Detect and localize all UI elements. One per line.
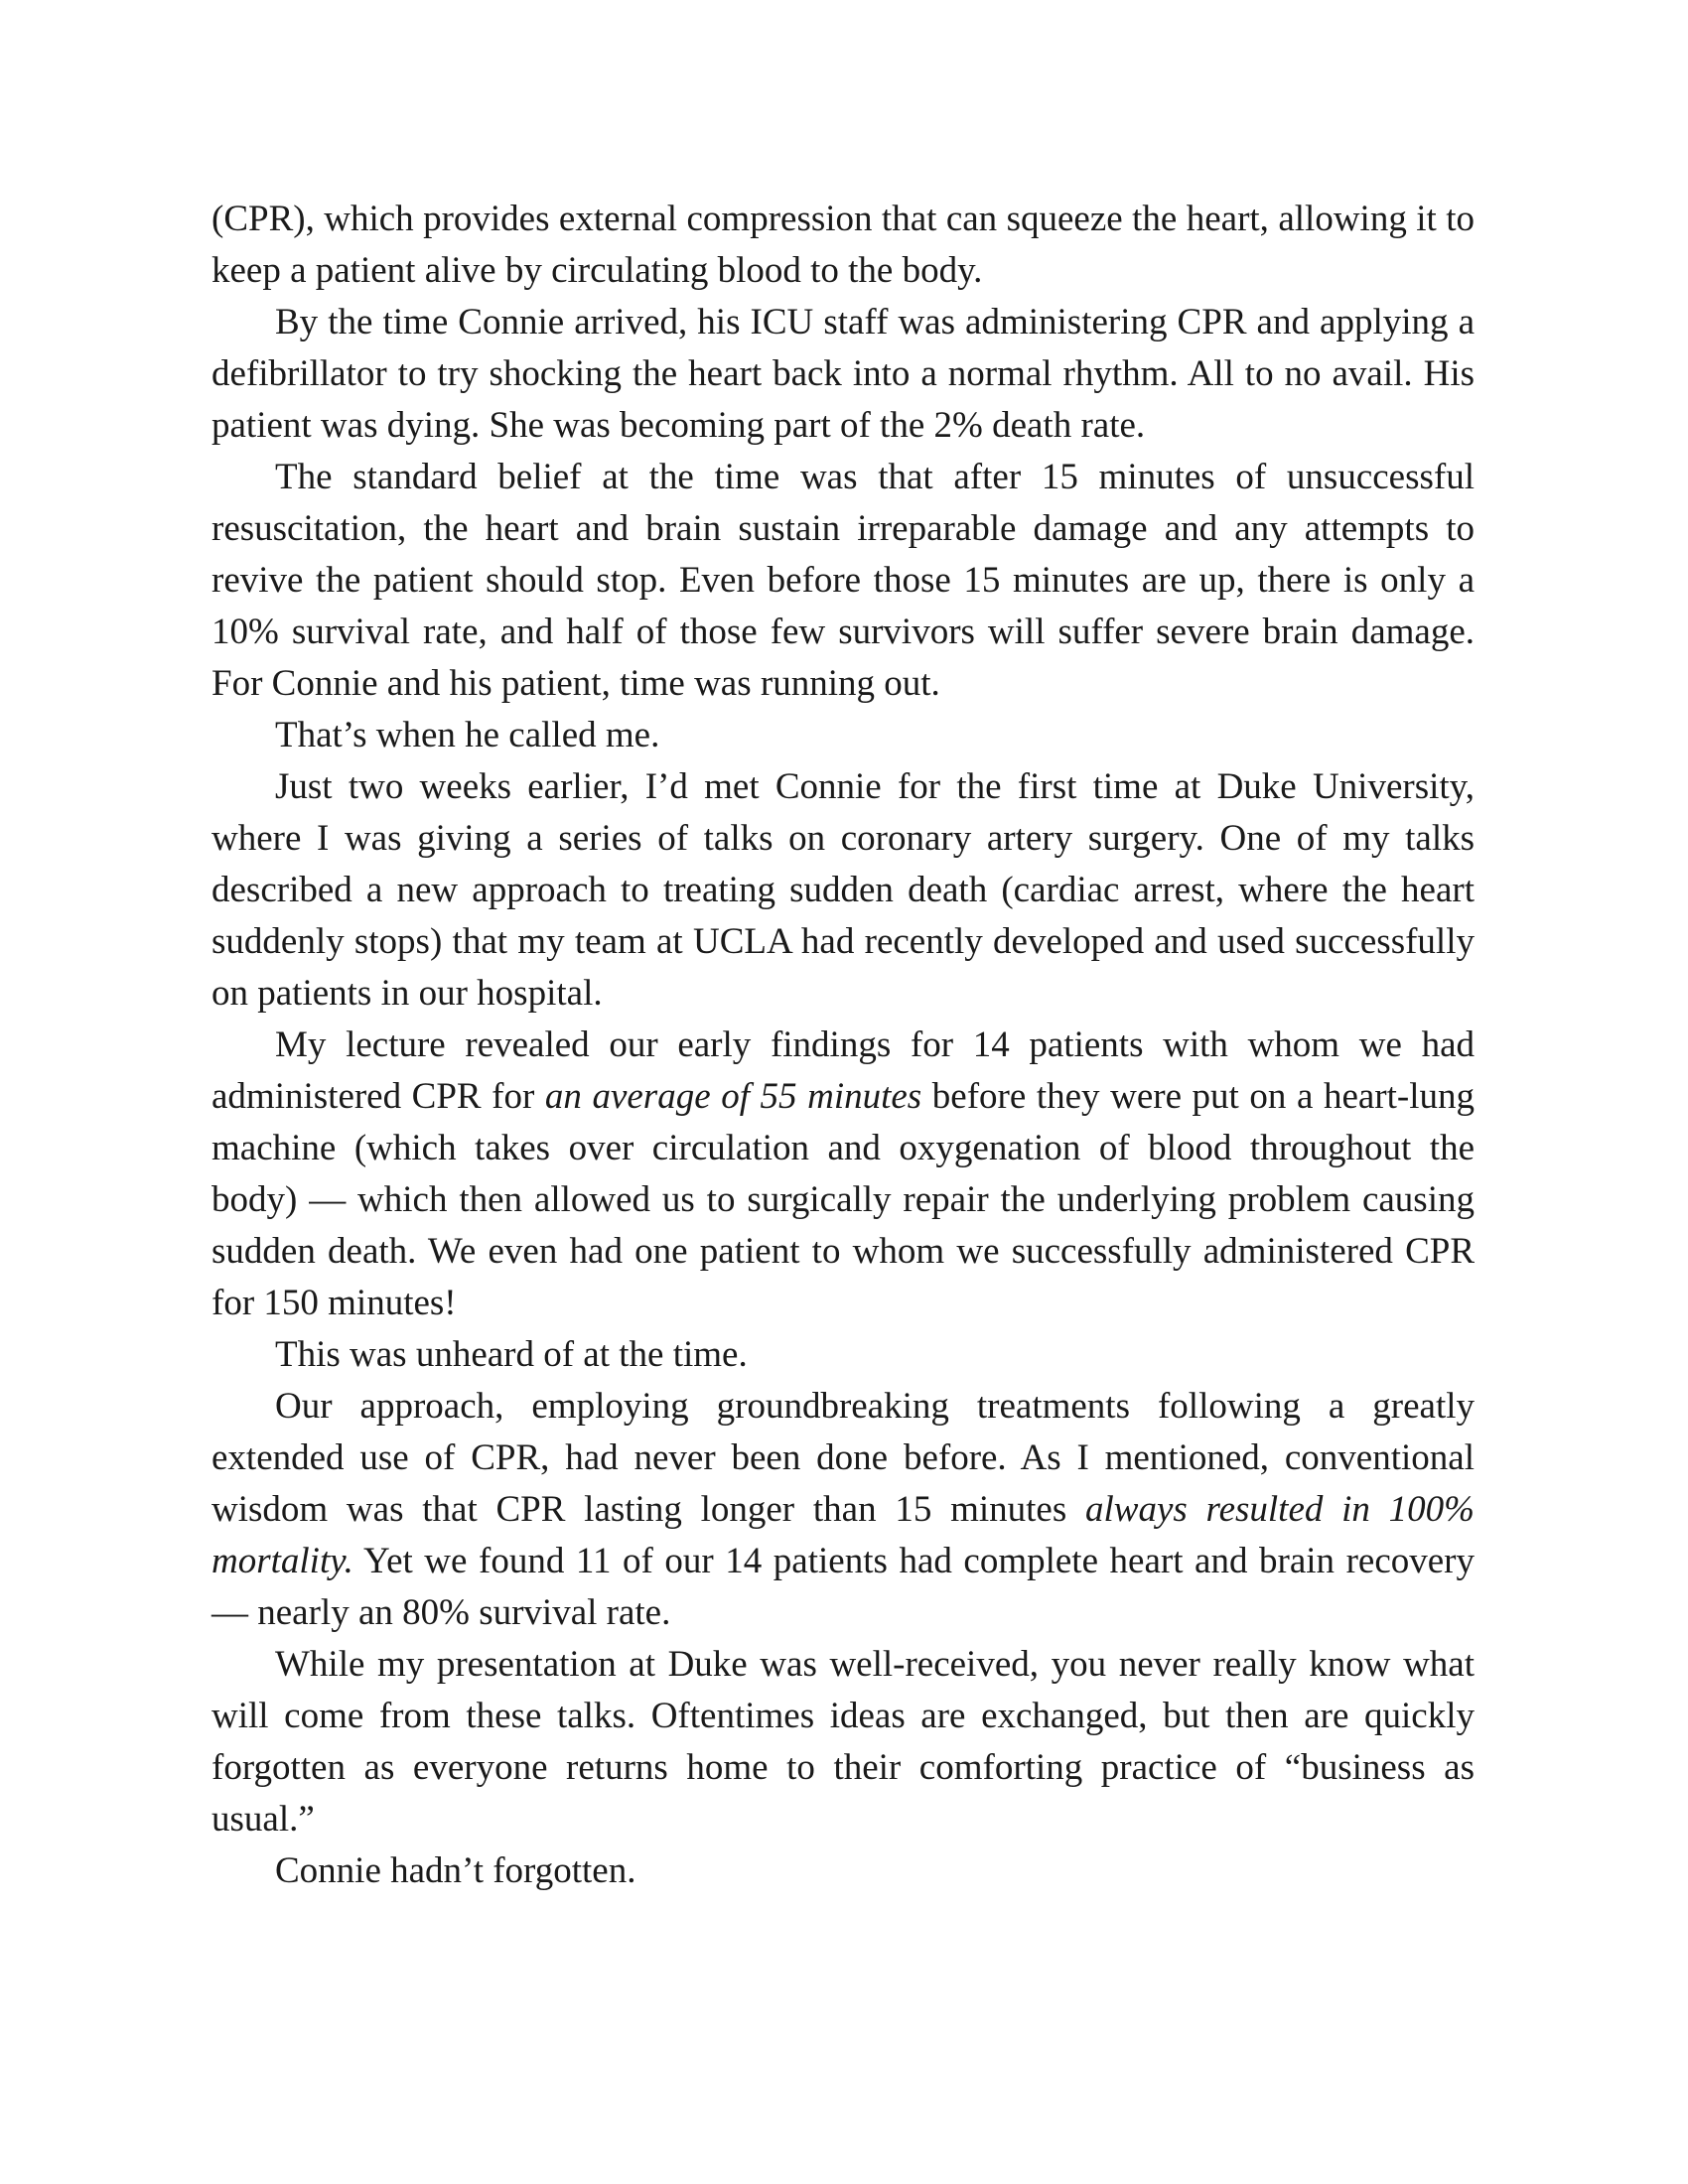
paragraph-text: before they were put on a heart-lung machine (which takes over circulation and oxygenation of blood throughout the body) — which then allowed us to surgically repair the underlying problem causing sudden death. We even had one patient to whom we successfully administered CPR for 150 minutes! <box>211 1076 1476 1323</box>
paragraph-emphasis: an average of 55 minutes <box>544 1076 922 1117</box>
paragraph-duke-meeting <box>211 761 1475 1020</box>
paragraph-text: This was unheard of at the time. <box>275 1334 748 1375</box>
paragraph-unheard-of <box>211 1329 1475 1381</box>
paragraph-cpr-intro <box>211 194 1475 297</box>
paragraph-called-me <box>211 710 1475 761</box>
paragraph-text: Just two weeks earlier, I’d met Connie for the first time at Duke University, where I was giving a series of talks on coronary artery surgery. One of my talks described a new approach to treating sudden death (cardiac arrest, where the heart suddenly stops) that my team at UCLA had recently developed and used successfully on patients in our hospital. <box>211 766 1475 1014</box>
paragraph-standard-belief <box>211 452 1475 710</box>
paragraph-text: By the time Connie arrived, his ICU staff was administering CPR and applying a defibrillator to try shocking the heart back into a normal rhythm. All to no avail. His patient was dying. She was becoming part of the 2% death rate. <box>211 302 1475 446</box>
paragraph-not-forgotten <box>211 1845 1475 1897</box>
paragraph-connie-arrived <box>211 297 1475 452</box>
paragraph-text: The standard belief at the time was that after 15 minutes of unsuccessful resuscitation, the heart and brain sustain irreparable damage and any attempts to revive the patient should stop. Even before those 15 minutes are up, there is only a 10% survival rate, and half of those few survivors will suffer severe brain damage. For Connie and his patient, time was running out. <box>211 457 1475 704</box>
paragraph-our-approach <box>211 1381 1475 1639</box>
page-body-text <box>211 194 1475 1897</box>
paragraph-text: (CPR), which provides external compression that can squeeze the heart, allowing it to keep a patient alive by circulating blood to the body. <box>211 199 1475 291</box>
paragraph-presentation-duke <box>211 1639 1475 1845</box>
paragraph-text: Our approach, employing groundbreaking treatments following a greatly extended use of CPR, had never been done before. As I mentioned, conventional wisdom was that CPR lasting longer than 15 minutes <box>211 1386 1475 1530</box>
paragraph-text: That’s when he called me. <box>275 715 660 755</box>
paragraph-emphasis: always resulted in 100% mortality. <box>211 1489 1475 1581</box>
paragraph-text: Yet we found 11 of our 14 patients had complete heart and brain recovery — nearly an 80% survival rate. <box>211 1541 1475 1633</box>
paragraph-lecture-findings <box>211 1020 1475 1329</box>
paragraph-text: Connie hadn’t forgotten. <box>275 1850 636 1891</box>
paragraph-text: While my presentation at Duke was well-received, you never really know what will come from these talks. Oftentimes ideas are exchanged, but then are quickly forgotten as everyone returns home to their comforting practice of “business as usual.” <box>211 1644 1475 1840</box>
paragraph-text: My lecture revealed our early findings for 14 patients with whom we had administered CPR for <box>211 1024 1475 1117</box>
